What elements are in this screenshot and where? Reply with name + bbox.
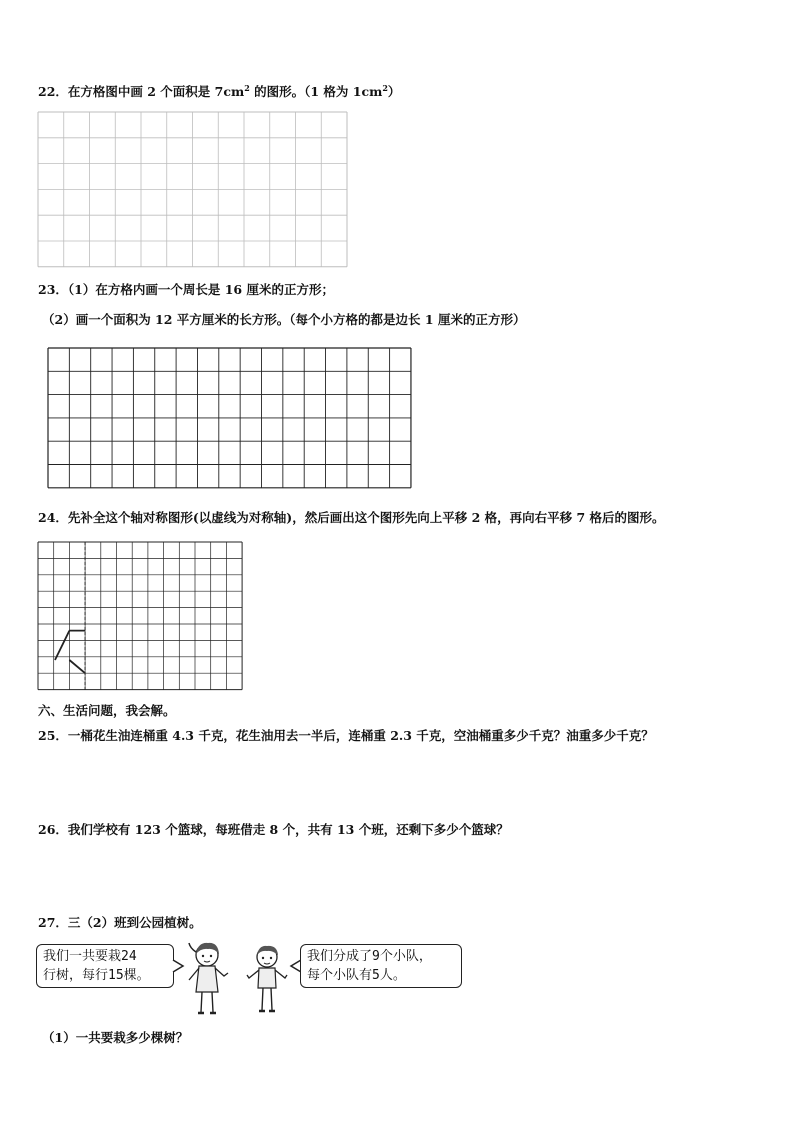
girl-illustration — [184, 940, 232, 1018]
q23-grid[interactable] — [48, 348, 411, 488]
q27-subquestion-1: （1）一共要栽多少棵树？ — [42, 1030, 189, 1045]
q24-grid[interactable] — [38, 542, 243, 690]
q24-prompt: 24．先补全这个轴对称图形(以虚线为对称轴)，然后画出这个图形先向上平移 2 格，再向右平移 7 格后的图形。 — [38, 510, 665, 525]
q27-prompt: 27．三（2）班到公园植树。 — [38, 915, 202, 930]
q26-prompt: 26．我们学校有 123 个篮球，每班借走 8 个，共有 13 个班，还剩下多少个篮球？ — [38, 822, 509, 837]
q23-prompt-2: （2）画一个面积为 12 平方厘米的长方形。（每个小方格的都是边长 1 厘米的正方形） — [42, 312, 526, 327]
q22-grid[interactable] — [38, 112, 348, 267]
boy-illustration — [246, 944, 288, 1016]
girl-bubble-tail — [172, 958, 184, 974]
figure-stroke — [55, 631, 69, 660]
q25-prompt: 25．一桶花生油连桶重 4.3 千克，花生油用去一半后，连桶重 2.3 千克，空油桶重多少千克？油重多少千克？ — [38, 728, 654, 743]
q23-prompt-1: 23．（1）在方格内画一个周长是 16 厘米的正方形； — [38, 282, 334, 297]
q22-prompt: 22．在方格图中画 2 个面积是 $7cm^2$ 的图形。（1 格为 $1cm^2$） — [38, 83, 401, 99]
girl-speech-bubble: 我们一共要栽24 行树，每行15棵。 — [36, 944, 174, 988]
figure-stroke — [69, 660, 85, 673]
q22-number: 22． — [38, 84, 68, 99]
boy-speech-bubble: 我们分成了9个小队， 每个小队有5人。 — [300, 944, 462, 988]
section-6-title: 六、生活问题，我会解。 — [38, 703, 176, 718]
